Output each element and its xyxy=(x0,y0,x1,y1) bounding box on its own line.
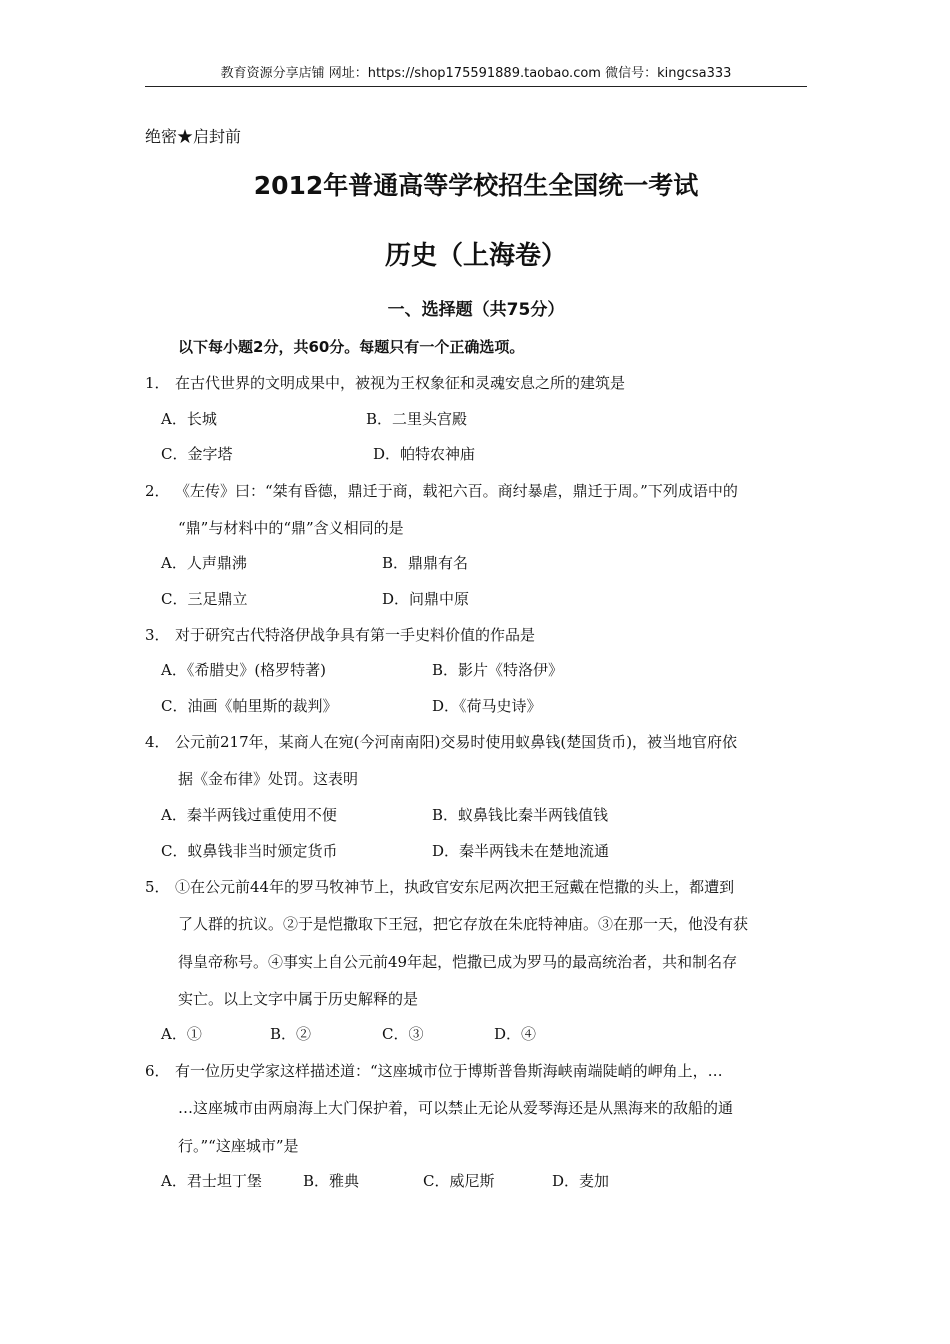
option-c: C．金字塔 xyxy=(161,445,233,463)
option-b: B．雅典 xyxy=(303,1172,360,1190)
option-b: B．鼎鼎有名 xyxy=(382,554,469,572)
question-text: 公元前217年，某商人在宛(今河南南阳)交易时使用蚁鼻钱(楚国货币)，被当地官府依 xyxy=(175,733,738,751)
option-b: B．影片《特洛伊》 xyxy=(432,661,564,679)
option-a: A．人声鼎沸 xyxy=(161,554,247,572)
option-c: C．威尼斯 xyxy=(423,1172,495,1190)
option-b: B．蚁鼻钱比秦半两钱值钱 xyxy=(432,806,609,824)
header-divider xyxy=(145,86,807,87)
option-a: A．君士坦丁堡 xyxy=(161,1172,262,1190)
confidential-label: 绝密★启封前 xyxy=(145,127,242,146)
option-d: D．④ xyxy=(494,1025,537,1043)
question-text: 据《金布律》处罚。这表明 xyxy=(178,770,359,788)
option-d: D．麦加 xyxy=(552,1172,610,1190)
question-text: 了人群的抗议。②于是恺撒取下王冠，把它存放在朱庇特神庙。③在那一天，他没有获 xyxy=(178,915,749,933)
option-a: A．① xyxy=(161,1025,202,1043)
question-number: 5． xyxy=(145,878,170,896)
question-text: …这座城市由两扇海上大门保护着，可以禁止无论从爱琴海还是从黑海来的敌船的通 xyxy=(178,1099,734,1117)
question-text: 在古代世界的文明成果中，被视为王权象征和灵魂安息之所的建筑是 xyxy=(175,374,626,392)
question-number: 3． xyxy=(145,626,170,644)
option-d: D．秦半两钱未在楚地流通 xyxy=(432,842,610,860)
question-text: “鼎”与材料中的“鼎”含义相同的是 xyxy=(178,519,404,537)
question-text: ①在公元前44年的罗马牧神节上，执政官安东尼两次把王冠戴在恺撒的头上，都遭到 xyxy=(175,878,735,896)
question-number: 2． xyxy=(145,482,170,500)
question-text: 实亡。以上文字中属于历史解释的是 xyxy=(178,990,419,1008)
question-text: 对于研究古代特洛伊战争具有第一手史料价值的作品是 xyxy=(175,626,536,644)
section-heading: 一、选择题（共75分） xyxy=(387,300,565,320)
option-d: D．帕特农神庙 xyxy=(373,445,476,463)
option-a: A．《希腊史》(格罗特著) xyxy=(161,661,327,679)
option-c: C．油画《帕里斯的裁判》 xyxy=(161,697,338,715)
question-text: 行。”“这座城市”是 xyxy=(178,1137,299,1155)
instruction-text: 以下每小题2分，共60分。每题只有一个正确选项。 xyxy=(178,338,525,356)
exam-subtitle: 历史（上海卷） xyxy=(384,241,567,271)
option-b: B．② xyxy=(270,1025,312,1043)
option-d: D．问鼎中原 xyxy=(382,590,470,608)
option-a: A．长城 xyxy=(161,410,217,428)
question-number: 4． xyxy=(145,733,170,751)
option-b: B．二里头宫殿 xyxy=(366,410,468,428)
option-c: C．③ xyxy=(382,1025,424,1043)
question-number: 6． xyxy=(145,1062,170,1080)
option-d: D．《荷马史诗》 xyxy=(432,697,542,715)
question-text: 《左传》曰：“桀有昏德，鼎迁于商，载祀六百。商纣暴虐，鼎迁于周。”下列成语中的 xyxy=(175,482,738,500)
question-number: 1． xyxy=(145,374,170,392)
page-header: 教育资源分享店铺 网址：https://shop175591889.taobao.com 微信号：kingcsa333 xyxy=(220,66,732,81)
option-c: C．蚁鼻钱非当时颁定货币 xyxy=(161,842,338,860)
exam-title: 2012年普通高等学校招生全国统一考试 xyxy=(253,171,699,200)
option-a: A．秦半两钱过重使用不便 xyxy=(161,806,337,824)
question-text: 有一位历史学家这样描述道：“这座城市位于博斯普鲁斯海峡南端陡峭的岬角上，… xyxy=(175,1062,723,1080)
option-c: C．三足鼎立 xyxy=(161,590,248,608)
question-text: 得皇帝称号。④事实上自公元前49年起，恺撒已成为罗马的最高统治者，共和制名存 xyxy=(178,953,738,971)
